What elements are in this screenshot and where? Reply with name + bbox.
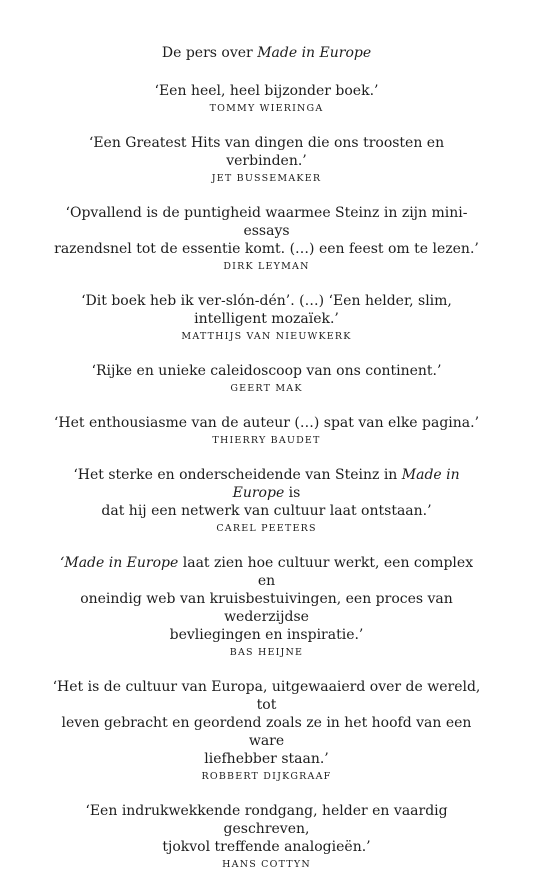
quote-line: ‘Een Greatest Hits van dingen die ons troosten en verbinden.’	[88, 135, 445, 169]
quote-text	[52, 466, 482, 520]
quote-block	[52, 82, 482, 115]
quote-line: ‘Het enthousiasme van de auteur (…) spat van elke pagina.’	[53, 415, 480, 431]
quote-author: THIERRY BAUDET	[212, 435, 321, 446]
quote-block	[52, 204, 482, 273]
quote-line: is	[284, 485, 301, 501]
quote-line: tjokvol treffende analogieën.’	[162, 839, 371, 855]
quote-line: bevliegingen en inspiratie.’	[169, 627, 364, 643]
quote-line: oneindig web van kruisbestuivingen, een proces van wederzijdse	[80, 591, 453, 625]
quote-book-title: ‘Made in Europe	[59, 555, 179, 571]
quote-block	[52, 678, 482, 783]
quote-line: liefhebber staan.’	[204, 751, 329, 767]
quote-author: HANS COTTYN	[222, 859, 311, 870]
quote-text	[52, 82, 482, 100]
quote-author: CAREL PEETERS	[216, 523, 317, 534]
quote-block	[52, 802, 482, 871]
quote-text	[52, 204, 482, 258]
quote-block	[52, 414, 482, 447]
quote-book-title: Made in Europe	[232, 467, 460, 501]
quote-line: intelligent mozaïek.’	[194, 311, 339, 327]
quote-line: ‘Opvallend is de puntigheid waarmee Steinz in zijn mini-essays	[65, 205, 468, 239]
quote-text	[52, 362, 482, 380]
quote-line: ‘Dit boek heb ik ver-slón-dén’. (…) ‘Een helder, slim,	[81, 293, 452, 309]
quote-line: razendsnel tot de essentie komt. (…) een feest om te lezen.’	[54, 241, 479, 257]
quote-line: ‘Rijke en unieke caleidoscoop van ons continent.’	[91, 363, 442, 379]
quote-text	[52, 554, 482, 644]
quote-line: ‘Een indrukwekkende rondgang, helder en vaardig geschreven,	[85, 803, 448, 837]
quote-block	[52, 134, 482, 185]
quote-block	[52, 466, 482, 535]
quote-author: DIRK LEYMAN	[223, 261, 310, 272]
quote-author: TOMMY WIERINGA	[209, 103, 324, 114]
quote-author: JET BUSSEMAKER	[211, 173, 322, 184]
quote-block	[52, 554, 482, 659]
page-heading	[0, 44, 533, 62]
quote-block	[52, 362, 482, 395]
quote-text	[52, 134, 482, 170]
quote-text	[52, 802, 482, 856]
quote-line: ‘Het sterke en onderscheidende van Steinz in	[73, 467, 402, 483]
quote-line: dat hij een netwerk van cultuur laat ontstaan.’	[101, 503, 432, 519]
quote-text	[52, 414, 482, 432]
quote-text	[52, 292, 482, 328]
quote-author: MATTHIJS VAN NIEUWKERK	[181, 331, 352, 342]
quote-author: BAS HEIJNE	[229, 647, 304, 658]
quote-author: GEERT MAK	[230, 383, 303, 394]
quote-line: ‘Een heel, heel bijzonder boek.’	[154, 83, 379, 99]
quote-line: leven gebracht en geordend zoals ze in het hoofd van een ware	[61, 715, 472, 749]
heading-prefix: De pers over	[161, 45, 258, 61]
quote-block	[52, 292, 482, 343]
quote-line: laat zien hoe cultuur werkt, een complex en	[178, 555, 474, 589]
quote-text	[52, 678, 482, 768]
quote-line: ‘Het is de cultuur van Europa, uitgewaaierd over de wereld, tot	[52, 679, 481, 713]
quote-author: ROBBERT DIJKGRAAF	[201, 771, 332, 782]
heading-book-title: Made in Europe	[257, 45, 372, 61]
